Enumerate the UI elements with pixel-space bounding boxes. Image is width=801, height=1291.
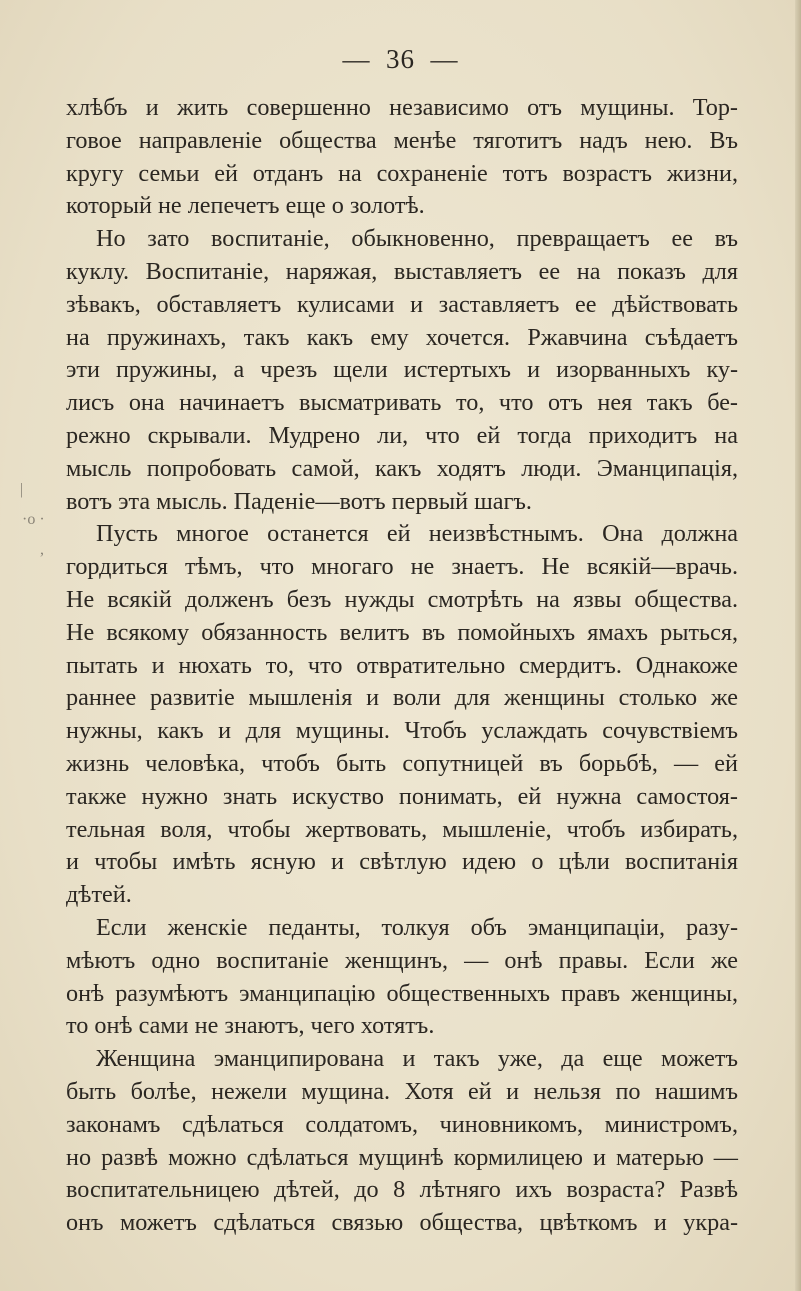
text-line: режно скрывали. Мудрено ли, что ей тогда приходитъ на bbox=[66, 421, 738, 449]
text-line: хлѣбъ и жить совершенно независимо отъ мущины. Тор- bbox=[66, 94, 738, 121]
text-line: также нужно знать искуство понимать, ей нужна самостоя- bbox=[66, 782, 738, 810]
text-line: эти пружины, а чрезъ щели истертыхъ и изорванныхъ ку- bbox=[66, 356, 738, 384]
text-line: зѣвакъ, обставляетъ кулисами и заставляетъ ее дѣйствовать bbox=[66, 290, 738, 318]
text-line: кругу семьи ей отданъ на сохраненіе тотъ возрастъ жизни, bbox=[66, 159, 738, 187]
text-line: то онѣ сами не знаютъ, чего хотятъ. bbox=[66, 1012, 435, 1040]
text-line: Женщина эманципирована и такъ уже, да еще можетъ bbox=[96, 1045, 738, 1073]
text-line: вотъ эта мысль. Паденіе—вотъ первый шагъ. bbox=[66, 487, 532, 515]
text-line: Но зато воспитаніе, обыкновенно, превращаетъ ее въ bbox=[96, 225, 738, 253]
body-text bbox=[66, 92, 738, 1240]
text-line: на пружинахъ, такъ какъ ему хочется. Ржавчина съѣдаетъ bbox=[66, 323, 738, 351]
text-line: раннее развитіе мышленія и воли для женщины столько же bbox=[66, 684, 738, 712]
text-line: пытать и нюхать то, что отвратительно смердитъ. Однакоже bbox=[66, 651, 738, 679]
page-number-header: — 36 — bbox=[342, 44, 459, 74]
text-line: Не всякій долженъ безъ нужды смотрѣть на язвы общества. bbox=[66, 585, 738, 613]
text-line: законамъ сдѣлаться солдатомъ, чиновникомъ, министромъ, bbox=[66, 1110, 738, 1138]
text-line: но развѣ можно сдѣлаться мущинѣ кормилицею и матерью — bbox=[66, 1143, 738, 1171]
margin-pencil-mark: , bbox=[40, 541, 44, 558]
text-line: мысль попробовать самой, какъ ходятъ люди. Эманципація, bbox=[66, 454, 738, 482]
text-line: онѣ разумѣютъ эманципацію общественныхъ правъ женщины, bbox=[66, 979, 738, 1007]
text-line: гордиться тѣмъ, что многаго не знаетъ. Не всякій—врачь. bbox=[66, 553, 738, 581]
text-line: быть болѣе, нежели мущина. Хотя ей и нельзя по нашимъ bbox=[66, 1077, 738, 1105]
text-line: Если женскіе педанты, толкуя объ эманципаціи, разу- bbox=[96, 913, 738, 941]
text-line: тельная воля, чтобы жертвовать, мышленіе, чтобъ избирать, bbox=[66, 815, 738, 843]
text-line: онъ можетъ сдѣлаться связью общества, цвѣткомъ и укра- bbox=[66, 1209, 738, 1237]
text-line: дѣтей. bbox=[66, 881, 132, 909]
text-line: Пусть многое останется ей неизвѣстнымъ. Она должна bbox=[96, 520, 738, 548]
text-line: куклу. Воспитаніе, наряжая, выставляетъ ее на показъ для bbox=[66, 257, 738, 285]
margin-pencil-mark: ·o · bbox=[22, 511, 45, 528]
text-line: который не лепечетъ еще о золотѣ. bbox=[66, 192, 425, 220]
text-line: и чтобы имѣть ясную и свѣтлую идею о цѣли воспитанія bbox=[66, 848, 738, 876]
margin-pencil-mark: | bbox=[20, 481, 24, 498]
page-edge bbox=[795, 0, 801, 1291]
text-line: жизнь человѣка, чтобъ быть сопутницей въ борьбѣ, — ей bbox=[66, 749, 738, 777]
text-line: нужны, какъ и для мущины. Чтобъ услаждать сочувствіемъ bbox=[66, 717, 738, 745]
text-line: Не всякому обязанность велитъ въ помойныхъ ямахъ рыться, bbox=[66, 618, 738, 646]
text-line: мѣютъ одно воспитаніе женщинъ, — онѣ правы. Если же bbox=[66, 946, 738, 974]
text-line: воспитательницею дѣтей, до 8 лѣтняго ихъ возраста? Развѣ bbox=[66, 1176, 738, 1204]
text-line: говое направленіе общества менѣе тяготитъ надъ нею. Въ bbox=[66, 126, 738, 154]
text-line: лисъ она начинаетъ высматривать то, что отъ нея такъ бе- bbox=[66, 389, 738, 417]
